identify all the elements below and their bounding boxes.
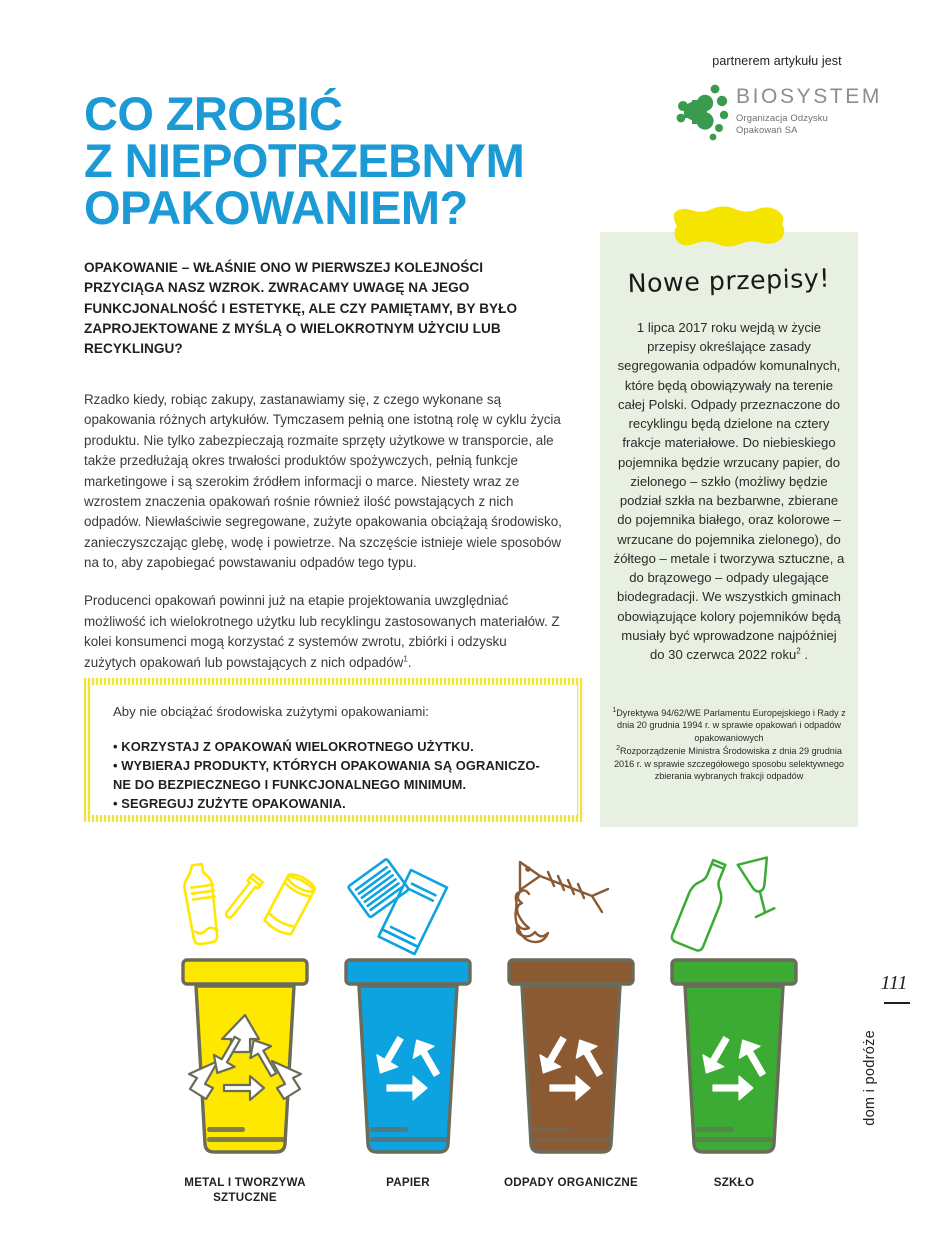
- tips-callout-box: [84, 678, 584, 822]
- callout-intro: Aby nie obciążać środowiska zużytymi opakowaniami:: [113, 704, 429, 719]
- sidebar-title-handwritten: [621, 262, 837, 300]
- biosystem-molecule-icon: [672, 80, 732, 142]
- svg-text:Nowe przepisy!: Nowe przepisy!: [627, 262, 831, 299]
- body-paragraph-1: Rzadko kiedy, robiąc zakupy, zastanawiamy się, z czego wykonane są opakowania różnych artykułów. Tymczasem pełnią one istotną rolę w cyklu życia produktu. Nie tylko zabezpieczają rozmaite sprzęty użytkowe w transporcie, ale także przedłużają okres trwałości produktów spożywczych, pełnią funkcje marketingowe i są szerokim źródłem informacji o marce. Niestety wraz ze wzrostem znaczenia opakowań rośnie również ilość powstających z nich odpadów. Niewłaściwie segregowane, zużyte opakowania obciążają środowisko, zanieczyszczając glebę, wodę i powietrze. Na szczęście istnieje wiele sposobów na to, aby zapobiegać powstawaniu odpadów tego typu.: [84, 392, 562, 570]
- folio-divider: [884, 1002, 910, 1004]
- bin-organic: [486, 852, 656, 1190]
- bin-label-metal-plastic: METAL I TWORZYWA SZTUCZNE: [184, 1176, 306, 1205]
- bin-items-paper: [323, 852, 493, 957]
- callout-list-item: • WYBIERAJ PRODUKTY, KTÓRYCH OPAKOWANIA SĄ OGRANICZO-: [113, 758, 540, 774]
- bin-label-organic: ODPADY ORGANICZNE: [504, 1176, 638, 1189]
- sidebar-body: 1 lipca 2017 roku wejdą w życie przepisy określające zasady segregowania odpadów komunalnych, które będą obowiązywały na terenie całej Polski. Odpady przeznaczone do recyklingu będą dzielone na cztery frakcje materiałowe. Do niebieskiego pojemnika będzie wrzucany papier, do zielonego – szkło (możliwy będzie podział szkła na bezbarwne, zbierane do pojemnika białego, oraz kolorowe – wrzucane do pojemnika zielonego), do żółtego – metale i tworzywa sztuczne, a do brązowego – odpady ulegające biodegradacji. We wszystkich gminach obowiązujące kolory pojemników będą musiały być wprowadzone najpóźniej do 30 czerwca 2022 roku$^2$ .: [613, 320, 845, 662]
- partner-label: partnerem artykułu jest: [712, 54, 842, 68]
- biosystem-logo-subtitle-line1: Organizacja Odzysku: [736, 111, 828, 123]
- apple-core-icon: [516, 890, 549, 942]
- callout-list-item: • SEGREGUJ ZUŻYTE OPAKOWANIA.: [113, 795, 346, 811]
- sidebar-footnote-1: [608, 706, 850, 744]
- body-paragraph-2-footnote-marker: 1: [403, 654, 408, 664]
- fishbone-icon: [520, 862, 608, 912]
- glass-bottle-icon: [670, 856, 734, 952]
- bin-metal-plastic: [160, 852, 330, 1206]
- headline-line-2: Z NIEPOTRZEBNYM: [84, 134, 525, 187]
- sidebar-body-text: 1 lipca 2017 roku wejdą w życie przepisy określające zasady segregowania odpadów komunalnych, które będą obowiązywały na terenie całej Polski. Odpady przeznaczone do recyklingu będą dzielone na cztery frakcje materiałowe. Do niebieskiego pojemnika będzie wrzucany papier, do zielonego – szkło (możliwy będzie podział szkła na bezbarwne, zbierane do pojemnika białego, oraz kolorowe – wrzucane do pojemnika zielonego), do żółtego – metale i tworzywa sztuczne, a do brązowego – odpady ulegające biodegradacji. We wszystkich gminach obowiązujące kolory pojemników będą musiały być wprowadzone najpóźniej do 30 czerwca 2022 roku: [613, 320, 845, 662]
- recycling-bins-diagram: [160, 852, 850, 1205]
- wine-glass-icon: [738, 858, 780, 919]
- bin-items-organic: [486, 852, 656, 957]
- biosystem-logo-subtitle-line2: Opakowań SA: [736, 124, 798, 135]
- yellow-tape-icon: [672, 205, 790, 249]
- footnote-2-marker: 2: [616, 745, 620, 753]
- body-paragraph-2-text: Producenci opakowań powinni już na etapie projektowania uwzględniać możliwość ich wielokrotnego użytku lub recyklingu zastosowanych materiałów. Z kolei konsumenci mogą korzystać z systemów zwrotu, zbiórki i odzysku zużytych opakowań lub powstających z nich odpadów: [84, 593, 560, 670]
- footnote-2-text: Rozporządzenie Ministra Środowiska z dnia 29 grudnia 2016 r. w sprawie szczegółowego sposobu selektywnego zbierania wybranych frakcji odpadów: [613, 746, 844, 781]
- page-title: [84, 87, 624, 234]
- page-number: 111: [880, 972, 908, 994]
- footnote-1-text: Dyrektywa 94/62/WE Parlamentu Europejskiego i Rady z dnia 20 grudnia 1994 r. w sprawie opakowań i odpadów opakowaniowych: [616, 708, 846, 743]
- plastic-bottle-icon: [182, 863, 221, 945]
- sidebar-title: [600, 262, 858, 300]
- bin-items-metal-plastic: [160, 852, 330, 957]
- footnote-1-marker: 1: [612, 707, 617, 714]
- partner-block: [672, 54, 882, 142]
- lead-paragraph: OPAKOWANIE – WŁAŚNIE ONO W PIERWSZEJ KOLEJNOŚCI PRZYCIĄGA NASZ WZROK. ZWRACAMY UWAGĘ NA JEGO FUNKCJONALNOŚĆ I ESTETYKĘ, ALE CZY PAMIĘTAMY, BY BYŁO ZAPROJEKTOWANE Z MYŚLĄ O WIELOKROTNYM UŻYCIU LUB RECYKLINGU?: [84, 260, 518, 356]
- callout-list: [113, 738, 555, 812]
- bin-items-glass: [649, 852, 819, 957]
- biosystem-logo-text: [736, 86, 882, 136]
- sidebar-footnotes: [608, 706, 850, 782]
- aluminium-can-icon: [263, 871, 317, 937]
- screw-icon: [222, 874, 262, 921]
- headline-line-3: OPAKOWANIEM?: [84, 180, 468, 234]
- bin-label-glass: SZKŁO: [713, 1176, 755, 1189]
- biosystem-logo: [672, 80, 882, 142]
- bin-blue-icon: [323, 957, 493, 1157]
- article-body: [84, 390, 562, 691]
- bin-brown-icon: [486, 957, 656, 1157]
- body-paragraph-2: Producenci opakowań powinni już na etapie projektowania uwzględniać możliwość ich wielokrotnego użytku lub recyklingu zastosowanych materiałów. Z kolei konsumenci mogą korzystać z systemów zwrotu, zbiórki i odzysku zużytych opakowań lub powstających z nich odpadów$^1$.: [84, 593, 560, 670]
- bin-green-icon: [649, 957, 819, 1157]
- sidebar-body-footnote-marker: 2: [796, 646, 801, 656]
- bin-glass: [649, 852, 819, 1190]
- bin-paper: [323, 852, 493, 1190]
- sidebar-footnote-2: [608, 744, 850, 782]
- book-icon: [379, 870, 447, 954]
- headline-line-1: CO ZROBIĆ: [84, 87, 343, 141]
- bin-label-paper: PAPIER: [386, 1176, 430, 1189]
- callout-list-item: NE DO BEZPIECZNEGO I FUNKCJONALNEGO MINIMUM.: [113, 777, 467, 793]
- biosystem-logo-subtitle: [736, 112, 882, 136]
- bin-yellow-icon: [160, 957, 330, 1157]
- section-name: dom i podróże: [862, 1030, 878, 1126]
- newspaper-icon: [348, 859, 409, 918]
- biosystem-logo-name: BIOSYSTEM: [736, 84, 882, 108]
- callout-list-item: • KORZYSTAJ Z OPAKOWAŃ WIELOKROTNEGO UŻYTKU.: [113, 739, 474, 755]
